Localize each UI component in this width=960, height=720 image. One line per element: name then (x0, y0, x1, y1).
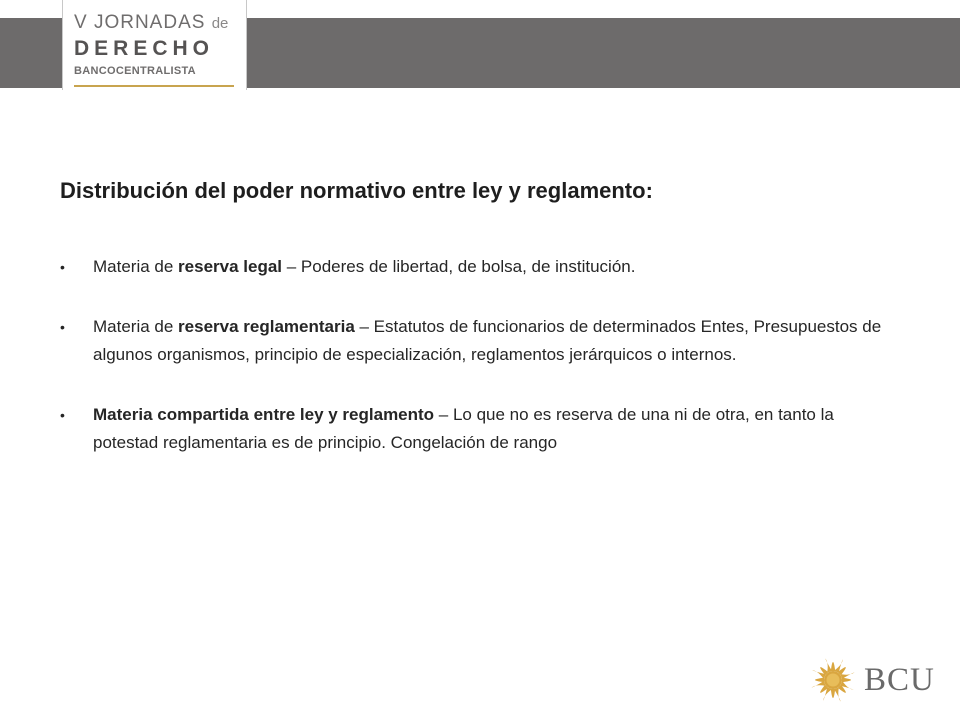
slide-title: Distribución del poder normativo entre ley y reglamento: (60, 178, 653, 203)
bullet-lead: Materia de (93, 317, 179, 336)
logo-underline (74, 85, 234, 87)
bullet-bold: reserva legal (178, 257, 283, 276)
sun-ray (831, 689, 835, 698)
sun-ray (815, 678, 824, 682)
logo-line-3: BANCOCENTRALISTA (74, 65, 196, 77)
bullet-text: – Poderes de libertad, de bolsa, de institución. (282, 257, 636, 276)
bullet-item (60, 253, 890, 281)
bcu-logo (806, 653, 946, 709)
bullet-dot: • (60, 407, 65, 423)
bullet-text: – Estatutos de funcionarios de determinados Entes, Presupuestos de algunos organismos, principio de especialización, reglamentos jerárquicos o internos. (93, 317, 882, 364)
logo-line-1-suffix: de (211, 15, 229, 32)
bullet-text: – Lo que no es reserva de una ni de otra, en tanto la potestad reglamentaria es de principio. Congelación de rango (93, 405, 834, 452)
bullet-list (60, 253, 890, 489)
bullet-bold: reserva reglamentaria (178, 317, 355, 336)
logo-line-2: DERECHO (74, 37, 215, 60)
bullet-item (60, 313, 890, 369)
logo-line-1-main: V JORNADAS (74, 12, 206, 33)
bcu-logo-text: BCU (864, 662, 935, 698)
bullet-dot: • (60, 319, 65, 335)
bullet-lead: Materia de (93, 257, 179, 276)
bullet-bold: Materia compartida entre ley y reglamento (93, 405, 435, 424)
sun-emblem-icon (806, 653, 860, 707)
sun-ray (831, 662, 835, 671)
logo-line-1 (74, 12, 228, 34)
jornadas-logo (62, 0, 247, 90)
bullet-dot: • (60, 259, 65, 275)
bullet-item (60, 401, 890, 457)
sun-ray (842, 678, 851, 682)
